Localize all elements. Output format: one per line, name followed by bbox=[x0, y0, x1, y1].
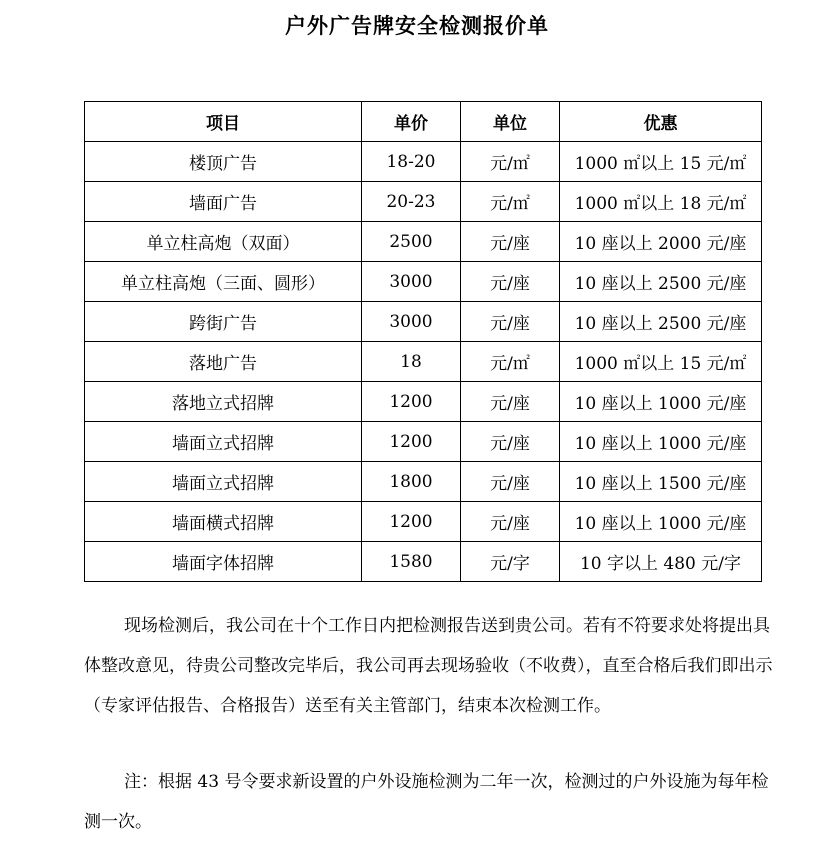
table-row bbox=[85, 462, 762, 502]
cell-unit: 元/座 bbox=[461, 382, 560, 422]
cell-item: 墙面立式招牌 bbox=[85, 422, 362, 462]
cell-discount: 1000 ㎡以上 15 元/㎡ bbox=[560, 342, 762, 382]
cell-item: 跨街广告 bbox=[85, 302, 362, 342]
header-unit: 单位 bbox=[461, 102, 560, 142]
table-row bbox=[85, 182, 762, 222]
cell-unit: 元/座 bbox=[461, 462, 560, 502]
cell-discount: 1000 ㎡以上 18 元/㎡ bbox=[560, 182, 762, 222]
cell-discount: 1000 ㎡以上 15 元/㎡ bbox=[560, 142, 762, 182]
cell-price: 2500 bbox=[362, 222, 461, 262]
table-row bbox=[85, 142, 762, 182]
cell-item: 单立柱高炮（三面、圆形） bbox=[85, 262, 362, 302]
cell-item: 墙面横式招牌 bbox=[85, 502, 362, 542]
cell-discount: 10 座以上 1000 元/座 bbox=[560, 502, 762, 542]
table-row bbox=[85, 262, 762, 302]
table-row bbox=[85, 342, 762, 382]
cell-unit: 元/㎡ bbox=[461, 182, 560, 222]
cell-unit: 元/座 bbox=[461, 262, 560, 302]
header-item: 项目 bbox=[85, 102, 362, 142]
cell-item: 落地广告 bbox=[85, 342, 362, 382]
cell-unit: 元/㎡ bbox=[461, 342, 560, 382]
cell-price: 1200 bbox=[362, 502, 461, 542]
cell-discount: 10 座以上 1000 元/座 bbox=[560, 382, 762, 422]
cell-discount: 10 座以上 1500 元/座 bbox=[560, 462, 762, 502]
cell-unit: 元/座 bbox=[461, 502, 560, 542]
cell-item: 单立柱高炮（双面） bbox=[85, 222, 362, 262]
cell-price: 1800 bbox=[362, 462, 461, 502]
cell-price: 18-20 bbox=[362, 142, 461, 182]
cell-price: 1200 bbox=[362, 382, 461, 422]
header-discount: 优惠 bbox=[560, 102, 762, 142]
cell-discount: 10 座以上 1000 元/座 bbox=[560, 422, 762, 462]
cell-unit: 元/座 bbox=[461, 302, 560, 342]
cell-discount: 10 座以上 2500 元/座 bbox=[560, 262, 762, 302]
table-header-row bbox=[85, 102, 762, 142]
cell-price: 1200 bbox=[362, 422, 461, 462]
price-table bbox=[84, 101, 762, 582]
table-row bbox=[85, 502, 762, 542]
cell-unit: 元/字 bbox=[461, 542, 560, 582]
cell-item: 墙面广告 bbox=[85, 182, 362, 222]
cell-discount: 10 座以上 2000 元/座 bbox=[560, 222, 762, 262]
table-row bbox=[85, 382, 762, 422]
cell-unit: 元/座 bbox=[461, 422, 560, 462]
header-unit-price: 单价 bbox=[362, 102, 461, 142]
cell-item: 墙面立式招牌 bbox=[85, 462, 362, 502]
cell-discount: 10 座以上 2500 元/座 bbox=[560, 302, 762, 342]
table-row bbox=[85, 422, 762, 462]
cell-price: 3000 bbox=[362, 262, 461, 302]
table-row bbox=[85, 222, 762, 262]
table-row bbox=[85, 302, 762, 342]
table-row bbox=[85, 542, 762, 582]
cell-discount: 10 字以上 480 元/字 bbox=[560, 542, 762, 582]
cell-unit: 元/㎡ bbox=[461, 142, 560, 182]
cell-price: 18 bbox=[362, 342, 461, 382]
page-title: 户外广告牌安全检测报价单 bbox=[285, 14, 549, 38]
cell-price: 20-23 bbox=[362, 182, 461, 222]
cell-item: 落地立式招牌 bbox=[85, 382, 362, 422]
note-paragraph: 注：根据 43 号令要求新设置的户外设施检测为二年一次，检测过的户外设施为每年检测一次。 bbox=[84, 772, 769, 832]
cell-unit: 元/座 bbox=[461, 222, 560, 262]
inspection-process-paragraph: 现场检测后，我公司在十个工作日内把检测报告送到贵公司。若有不符要求处将提出具体整改意见，待贵公司整改完毕后，我公司再去现场验收（不收费），直至合格后我们即出示（专家评估报告、合格报告）送至有关主管部门，结束本次检测工作。 bbox=[84, 616, 773, 716]
cell-price: 1580 bbox=[362, 542, 461, 582]
cell-item: 楼顶广告 bbox=[85, 142, 362, 182]
cell-item: 墙面字体招牌 bbox=[85, 542, 362, 582]
cell-price: 3000 bbox=[362, 302, 461, 342]
